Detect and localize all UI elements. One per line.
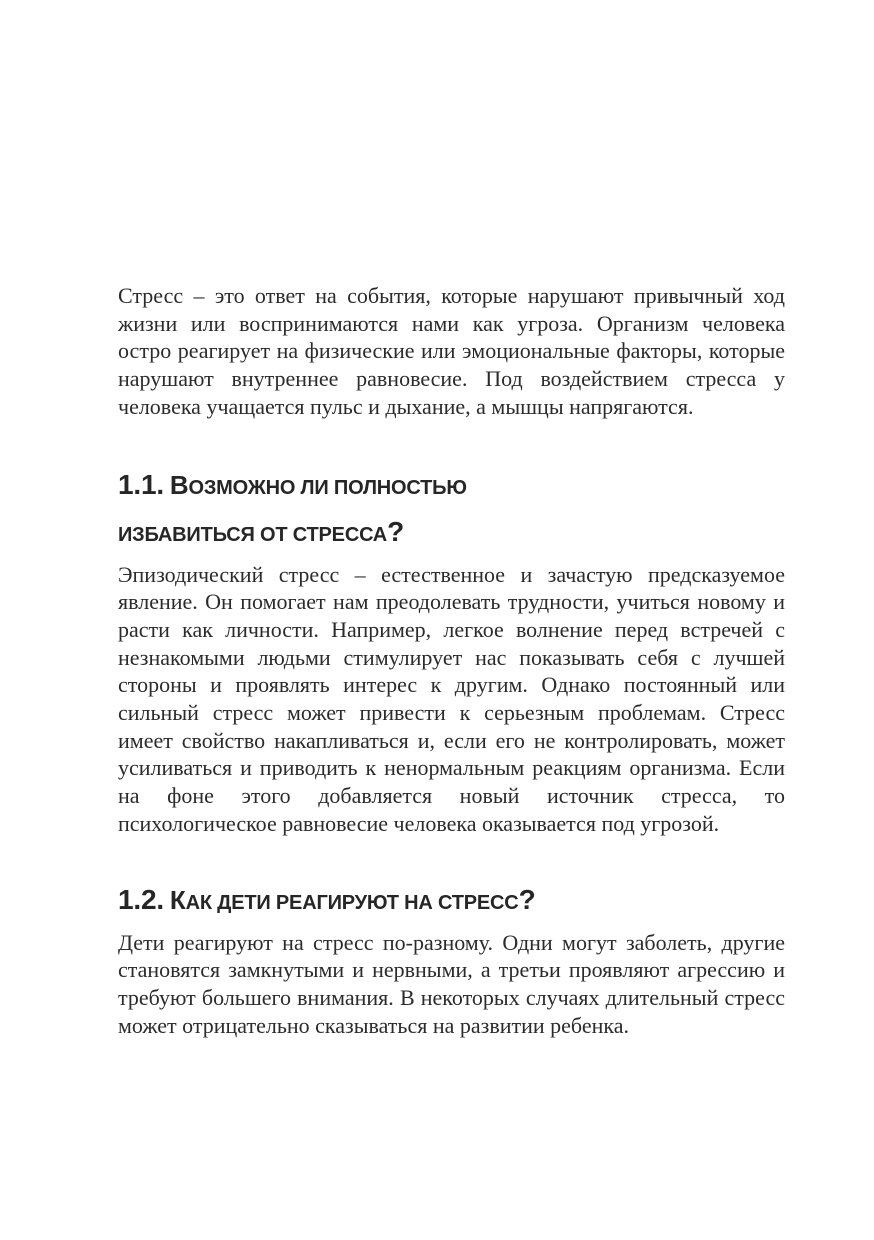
section-1-title-initial: В [169, 469, 189, 500]
section-2-title-initial: К [169, 884, 186, 915]
section-1-heading [118, 463, 518, 557]
section-1-number: 1.1. [118, 468, 164, 500]
section-1-question-mark: ? [387, 515, 404, 547]
section-2-question-mark: ? [518, 883, 536, 915]
section-1-paragraph: Эпизодический стресс – естественное и зачастую предсказуемое явление. Он помогает нам преодолевать трудности, учиться новому и расти как личности. Например, легкое волнение перед встречей с незнакомыми людьми стимулирует нас показывать себя с лучшей стороны и проявлять интерес к другим. Однако постоянный или сильный стресс может привести к серьезным проблемам. Стресс имеет свойство накапливаться и, если его не контролировать, может усиливаться и приводить к ненормальным реакциям организма. Если на фоне этого добавляется новый источник стресса, то психологическое равновесие человека оказывается под угрозой. [118, 561, 785, 836]
intro-paragraph: Стресс – это ответ на события, которые нарушают привычный ход жизни или воспринимаются нами как угроза. Организм человека остро реагирует на физические или эмоциональные факторы, которые нарушают внутреннее равновесие. Под воздействием стресса у человека учащается пульс и дыхание, а мышцы напрягаются. [118, 283, 785, 419]
section-2-paragraph: Дети реагируют на стресс по-разному. Одни могут заболеть, другие становятся замкнутыми и нервными, а третьи проявляют агрессию и требуют большего внимания. В некоторых случаях длительный стресс может отрицательно сказываться на развитии ребенка. [118, 929, 785, 1038]
document-page [118, 282, 785, 1039]
section-2-heading [118, 878, 785, 925]
section-2-title: АК ДЕТИ РЕАГИРУЮТ НА СТРЕСС [185, 891, 519, 914]
section-1-title: ОЗМОЖНО ЛИ ПОЛНОСТЬЮ ИЗБАВИТЬСЯ ОТ СТРЕССА [118, 476, 467, 546]
section-2-number: 1.2. [118, 883, 164, 915]
